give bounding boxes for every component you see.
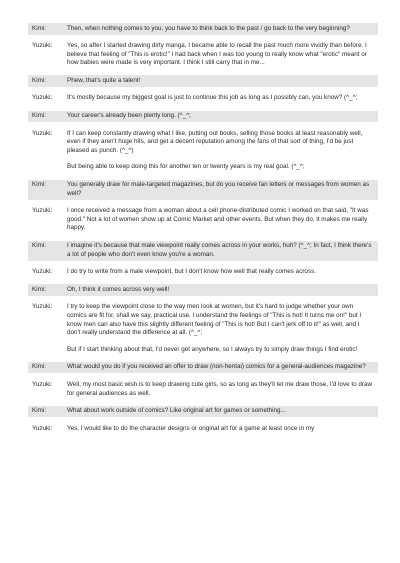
dialogue-text — [67, 112, 374, 121]
dialogue-row-yuzuki — [28, 379, 378, 399]
dialogue-paragraph: What about work outside of comics? Like original art for games or something... — [67, 407, 286, 415]
dialogue-text — [67, 268, 374, 277]
speaker-label: Yuzuki: — [32, 424, 53, 432]
dialogue-text — [67, 407, 374, 416]
dialogue-row-kimi — [28, 180, 378, 200]
dialogue-paragraph: It's mostly because my biggest goal is just to continue this job as long as I possibly can, you know? (^_^; — [67, 94, 358, 102]
dialogue-row-kimi — [28, 75, 378, 87]
dialogue-paragraph: Phew, that's quite a talent! — [67, 76, 141, 84]
dialogue-paragraph: I once received a message from a woman about a cell phone-distributed comic I worked on that said, "It was good." Not a lot of women show up at Comic Market and other events. But when they do, it makes me really happy. — [67, 207, 369, 232]
dialogue-paragraph: I imagine it's because that male viewpoint really comes across in your works, huh? (^_^; In fact, I think there's a lot of people who don't even know you're a woman. — [67, 242, 372, 258]
dialogue-paragraph: What would you do if you received an offer to draw (non-hentai) comics for a general-audiences magazine? — [67, 363, 366, 371]
dialogue-row-kimi — [28, 23, 378, 35]
dialogue-paragraph: But if I start thinking about that, I'd never get anywhere, so I always try to simply draw things I find erotic! — [67, 345, 358, 353]
dialogue-paragraph: I try to keep the viewpoint close to the way men look at women, but it's hard to judge whether your own comics are fit for, shall we say, practical use. I understand the feelings of "This is hot! It turns me on!" but I know men can also have this slightly different feeling of "This is hot! But I can't jerk off to it!" as well, and I don't really understand the difference at all. (^_^; — [67, 303, 362, 337]
dialogue-paragraph: Yes, I would like to do the character designs or original art for a game at least once in my — [67, 424, 315, 432]
dialogue-paragraph: But being able to keep doing this for another ten or twenty years is my real goal. (^_^; — [67, 163, 305, 171]
dialogue-row-kimi — [28, 406, 378, 418]
speaker-label: Kimi: — [32, 407, 46, 415]
dialogue-text — [67, 130, 374, 172]
speaker-label: Yuzuki: — [32, 207, 53, 215]
speaker-label: Kimi: — [32, 24, 46, 32]
speaker-label: Yuzuki: — [32, 268, 53, 276]
speaker-label: Yuzuki: — [32, 42, 53, 50]
speaker-label: Yuzuki: — [32, 303, 53, 311]
dialogue-paragraph: I do try to write from a male viewpoint, but I don't know how well that really comes across. — [67, 268, 316, 276]
speaker-label: Kimi: — [32, 285, 46, 293]
dialogue-text — [67, 42, 374, 68]
dialogue-paragraph: Yes, so after I started drawing dirty manga, I became able to recall the past much more vividly than before. I believe that feeling of "This is erotic!" I had back when I was too young to really know what "erotic" meant or how babies were made is very important. I think I still carry that in me... — [67, 42, 367, 67]
dialogue-text — [67, 25, 374, 34]
dialogue-text — [67, 207, 374, 233]
dialogue-row-kimi — [28, 241, 378, 261]
dialogue-paragraph: Well, my most basic wish is to keep drawing cute girls, so as long as they'll let me draw those, I'd love to draw for general audiences as well. — [67, 380, 373, 397]
dialogue-text — [67, 425, 374, 434]
dialogue-paragraph: You generally draw for male-targeted magazines, but do you receive fan letters or messages from women as well? — [67, 181, 370, 197]
speaker-label: Kimi: — [32, 363, 46, 371]
speaker-label: Yuzuki: — [32, 380, 53, 388]
dialogue-text — [67, 242, 374, 259]
dialogue-row-yuzuki — [28, 93, 378, 105]
dialogue-paragraph: Oh, I think it comes across very well! — [67, 285, 170, 293]
dialogue-text — [67, 77, 374, 86]
dialogue-text — [67, 286, 374, 295]
dialogue-text — [67, 94, 374, 103]
dialogue-text — [67, 181, 374, 198]
speaker-label: Kimi: — [32, 181, 46, 189]
speaker-label: Kimi: — [32, 242, 46, 249]
dialogue-row-kimi — [28, 362, 378, 374]
dialogue-row-yuzuki — [28, 267, 378, 279]
dialogue-text — [67, 363, 374, 372]
dialogue-row-yuzuki — [28, 41, 378, 70]
dialogue-row-kimi — [28, 284, 378, 296]
dialogue-row-yuzuki — [28, 128, 378, 173]
speaker-label: Yuzuki: — [32, 94, 53, 102]
dialogue-text — [67, 381, 374, 398]
dialogue-row-yuzuki — [28, 206, 378, 235]
dialogue-row-yuzuki — [28, 423, 378, 435]
dialogue-row-yuzuki — [28, 302, 378, 356]
dialogue-paragraph: Your career's already been plenty long. (^_^; — [67, 112, 191, 120]
dialogue-paragraph: Then, when nothing comes to you, you have to think back to the past / go back to the very beginning? — [67, 24, 350, 32]
speaker-label: Kimi: — [32, 76, 46, 84]
dialogue-text — [67, 303, 374, 354]
speaker-label: Yuzuki: — [32, 129, 53, 137]
dialogue-row-kimi — [28, 111, 378, 123]
speaker-label: Kimi: — [32, 112, 46, 120]
dialogue-paragraph: If I can keep constantly drawing what I like, putting out books, selling those books at least reasonably well, even if they aren't huge hits, and get a decent reputation among the fans of that sort of thing, I'd be just pleased as punch. (^_^) — [67, 129, 363, 154]
